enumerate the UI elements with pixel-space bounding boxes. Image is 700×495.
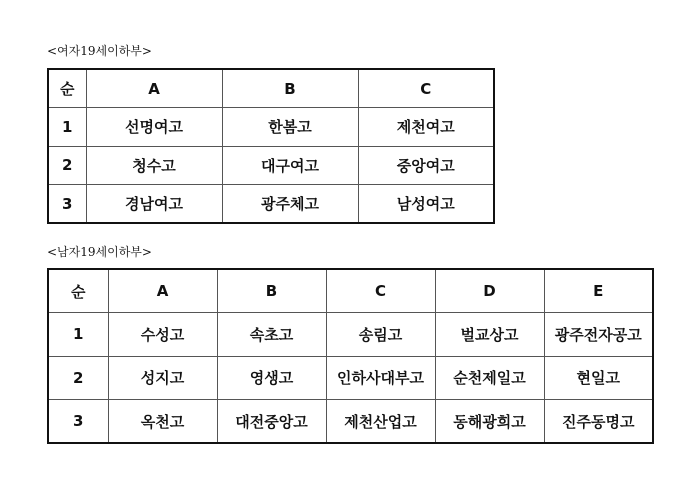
- boys-u19-caption: <남자19세이하부>: [47, 245, 152, 259]
- team-cell: 대전중앙고: [217, 400, 326, 444]
- team-cell: 성지고: [108, 356, 217, 400]
- rank-cell: 2: [48, 356, 108, 400]
- team-cell: 영생고: [217, 356, 326, 400]
- team-cell: 현일고: [544, 356, 653, 400]
- team-cell: 송림고: [326, 313, 435, 357]
- team-cell: 옥천고: [108, 400, 217, 444]
- team-cell: 순천제일고: [435, 356, 544, 400]
- rank-cell: 2: [48, 146, 86, 185]
- team-cell: 속초고: [217, 313, 326, 357]
- team-cell: 제천산업고: [326, 400, 435, 444]
- table-row: [48, 108, 494, 147]
- team-cell: 대구여고: [222, 146, 358, 185]
- team-cell: 선명여고: [86, 108, 222, 147]
- table-row: [48, 146, 494, 185]
- header-cell-group-d: D: [435, 269, 544, 313]
- rank-cell: 3: [48, 185, 86, 224]
- girls-u19-caption: <여자19세이하부>: [47, 44, 152, 58]
- team-cell: 인하사대부고: [326, 356, 435, 400]
- table-row: [48, 185, 494, 224]
- team-cell: 한봄고: [222, 108, 358, 147]
- header-cell-group-b: B: [217, 269, 326, 313]
- team-cell: 동해광희고: [435, 400, 544, 444]
- header-cell-group-b: B: [222, 69, 358, 108]
- boys-u19-table: [47, 268, 654, 444]
- team-cell: 벌교상고: [435, 313, 544, 357]
- team-cell: 광주전자공고: [544, 313, 653, 357]
- table-header-row: [48, 269, 653, 313]
- team-cell: 진주동명고: [544, 400, 653, 444]
- header-cell-group-e: E: [544, 269, 653, 313]
- header-cell-group-a: A: [108, 269, 217, 313]
- table-row: [48, 356, 653, 400]
- header-cell-rank: 순: [48, 69, 86, 108]
- team-cell: 수성고: [108, 313, 217, 357]
- header-cell-rank: 순: [48, 269, 108, 313]
- table-row: [48, 400, 653, 444]
- header-cell-group-a: A: [86, 69, 222, 108]
- team-cell: 남성여고: [358, 185, 494, 224]
- team-cell: 제천여고: [358, 108, 494, 147]
- girls-u19-table: [47, 68, 495, 224]
- table-row: [48, 313, 653, 357]
- table-header-row: [48, 69, 494, 108]
- header-cell-group-c: C: [358, 69, 494, 108]
- team-cell: 청수고: [86, 146, 222, 185]
- team-cell: 광주체고: [222, 185, 358, 224]
- team-cell: 경남여고: [86, 185, 222, 224]
- header-cell-group-c: C: [326, 269, 435, 313]
- team-cell: 중앙여고: [358, 146, 494, 185]
- rank-cell: 1: [48, 313, 108, 357]
- rank-cell: 1: [48, 108, 86, 147]
- rank-cell: 3: [48, 400, 108, 444]
